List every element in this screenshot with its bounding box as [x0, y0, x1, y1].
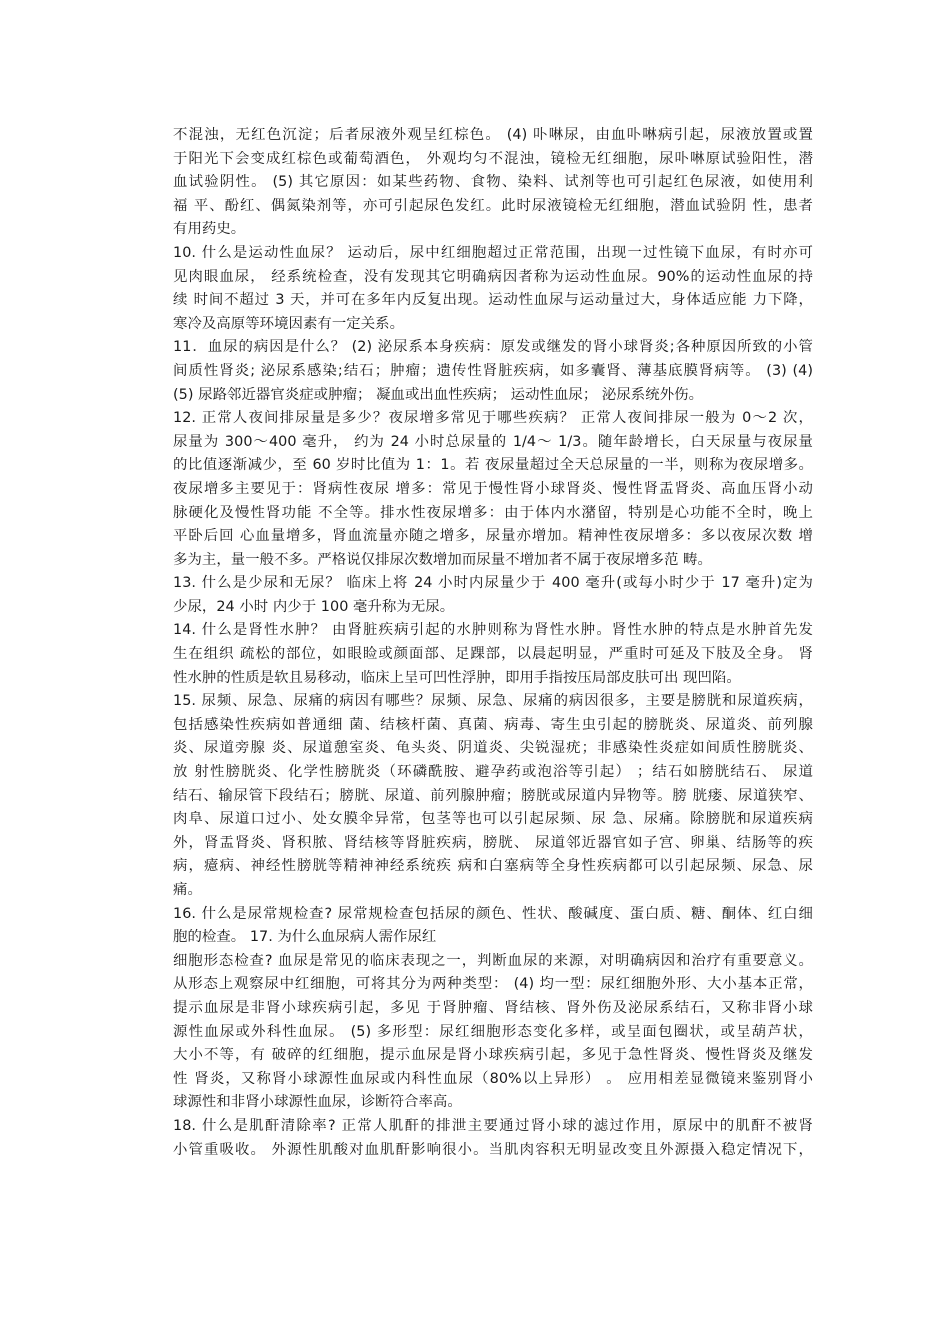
text-line: 炎、尿道旁腺 炎、尿道憩室炎、龟头炎、阴道炎、尖锐湿疣；非感染性炎症如间质性膀胱炎、: [173, 740, 813, 757]
text-line: 夜尿增多主要见于：肾病性夜尿 增多：常见于慢性肾小球肾炎、慢性肾盂肾炎、高血压肾小动: [173, 480, 813, 497]
text-line: 包括感染性疾病如普通细 菌、结核杆菌、真菌、病毒、寄生虫引起的膀胱炎、尿道炎、前列腺: [173, 716, 813, 733]
text-line: 脉硬化及慢性肾功能 不全等。排水性夜尿增多：由于体内水潴留，特别是心功能不全时，晚上: [173, 504, 813, 521]
text-line: 于阳光下会变成红棕色或葡萄酒色， 外观均匀不混浊，镜检无红细胞，尿卟啉原试验阳性，潜: [173, 150, 813, 167]
text-line: 平卧后回 心血量增多，肾血流量亦随之增多，尿量亦增加。精神性夜尿增多：多以夜尿次数 增: [173, 528, 813, 545]
text-line: 少尿，24 小时 内少于 100 毫升称为无尿。: [173, 598, 455, 615]
text-line: 有用药史。: [173, 221, 246, 238]
text-line: 小管重吸收。 外源性肌酸对血肌酐影响很小。当肌肉容积无明显改变且外源摄入稳定情况下，: [173, 1141, 813, 1158]
text-line: 大小不等，有 破碎的红细胞，提示血尿是肾小球疾病引起，多见于急性肾炎、慢性肾炎及继发: [173, 1047, 813, 1064]
text-line: 尿量为 300～400 毫升， 约为 24 小时总尿量的 1/4～ 1/3。随年龄增长，白天尿量与夜尿量: [173, 433, 813, 450]
text-line: 放 射性膀胱炎、化学性膀胱炎（环磷酰胺、避孕药或泡浴等引起） ；结石如膀胱结石、 尿道: [173, 764, 813, 781]
text-line: 见肉眼血尿， 经系统检查，没有发现其它明确病因者称为运动性血尿。90%的运动性血尿的持: [173, 268, 813, 285]
text-line: 病，癔病、神经性膀胱等精神神经系统疾 病和白塞病等全身性疾病都可以引起尿频、尿急、尿: [173, 858, 813, 875]
document-body: [173, 124, 813, 1162]
text-line: 间质性肾炎; 泌尿系感染;结石；肿瘤；遗传性肾脏疾病，如多囊肾、薄基底膜肾病等。 (3) (4): [173, 362, 813, 379]
text-line: 11．血尿的病因是什么？ (2) 泌尿系本身疾病：原发或继发的肾小球肾炎;各种原因所致的小管: [173, 339, 813, 356]
text-line: 性水肿的性质是软且易移动，临床上呈可凹性浮肿，即用手指按压局部皮肤可出 现凹陷。: [173, 669, 741, 686]
text-line: 寒冷及高原等环境因素有一定关系。: [173, 315, 405, 332]
text-line: 外，肾盂肾炎、肾积脓、肾结核等肾脏疾病，膀胱、 尿道邻近器官如子宫、卵巢、结肠等的疾: [173, 834, 813, 851]
text-line: 多为主，量一般不多。严格说仅排尿次数增加而尿量不增加者不属于夜尿增多范 畴。: [173, 551, 712, 568]
text-line: 16. 什么是尿常规检查? 尿常规检查包括尿的颜色、性状、酸碱度、蛋白质、糖、酮体、红白细: [173, 905, 813, 922]
text-line: 福 平、酚红、偶氮染剂等，亦可引起尿色发红。此时尿液镜检无红细胞，潜血试验阴 性，患者: [173, 197, 813, 214]
text-line: 提示血尿是非肾小球疾病引起，多见 于肾肿瘤、肾结核、肾外伤及泌尿系结石，又称非肾小球: [173, 999, 813, 1016]
text-line: 12. 正常人夜间排尿量是多少？夜尿增多常见于哪些疾病？ 正常人夜间排尿一般为 0～2 次，: [173, 410, 813, 427]
text-line: 结石、输尿管下段结石；膀胱、尿道、前列腺肿瘤；膀胱或尿道内异物等。膀 胱瘘、尿道狭窄、: [173, 787, 813, 804]
text-line: 源性血尿或外科性血尿。 (5) 多形型：尿红细胞形态变化多样，或呈面包圈状，或呈葫芦状，: [173, 1023, 813, 1040]
text-line: 细胞形态检查? 血尿是常见的临床表现之一，判断血尿的来源，对明确病因和治疗有重要意义。: [173, 952, 813, 969]
text-line: 18. 什么是肌酐清除率? 正常人肌酐的排泄主要通过肾小球的滤过作用，原尿中的肌酐不被肾: [173, 1117, 813, 1134]
text-line: 胞的检查。 17. 为什么血尿病人需作尿红: [173, 929, 437, 946]
text-line: 肉阜、尿道口过小、处女膜伞异常，包茎等也可以引起尿频、尿 急、尿痛。除膀胱和尿道疾病: [173, 811, 813, 828]
text-line: 13. 什么是少尿和无尿？ 临床上将 24 小时内尿量少于 400 毫升(或每小时少于 17 毫升)定为: [173, 575, 813, 592]
text-line: 10. 什么是运动性血尿？ 运动后，尿中红细胞超过正常范围，出现一过性镜下血尿，有时亦可: [173, 244, 813, 261]
text-line: 14. 什么是肾性水肿？ 由肾脏疾病引起的水肿则称为肾性水肿。肾性水肿的特点是水肿首先发: [173, 622, 813, 639]
text-line: 性 肾炎，又称肾小球源性血尿或内科性血尿（80%以上异形） 。 应用相差显微镜来鉴别肾小: [173, 1070, 813, 1087]
text-line: 不混浊，无红色沉淀；后者尿液外观呈红棕色。 (4) 卟啉尿，由血卟啉病引起，尿液放置或置: [173, 127, 813, 143]
text-line: 15. 尿频、尿急、尿痛的病因有哪些？尿频、尿急、尿痛的病因很多，主要是膀胱和尿道疾病，: [173, 693, 813, 710]
text-line: (5) 尿路邻近器官炎症或肿瘤； 凝血或出血性疾病； 运动性血尿； 泌尿系统外伤。: [173, 386, 704, 403]
text-line: 生在组织 疏松的部位，如眼睑或颜面部、足踝部，以晨起明显，严重时可延及下肢及全身。 肾: [173, 646, 813, 663]
text-line: 血试验阴性。 (5) 其它原因：如某些药物、食物、染料、试剂等也可引起红色尿液，如使用利: [173, 174, 813, 191]
text-line: 续 时间不超过 3 天，并可在多年内反复出现。运动性血尿与运动量过大，身体适应能 力下降，: [173, 292, 813, 309]
text-line: 球源性和非肾小球源性血尿，诊断符合率高。: [173, 1094, 462, 1111]
text-line: 的比值逐渐减少，至 60 岁时比值为 1：1。若 夜尿量超过全天总尿量的一半，则称为夜尿增多。: [173, 457, 813, 474]
text-line: 痛。: [173, 882, 202, 898]
text-line: 从形态上观察尿中红细胞，可将其分为两种类型： (4) 均一型：尿红细胞外形、大小基本正常，: [173, 976, 813, 993]
